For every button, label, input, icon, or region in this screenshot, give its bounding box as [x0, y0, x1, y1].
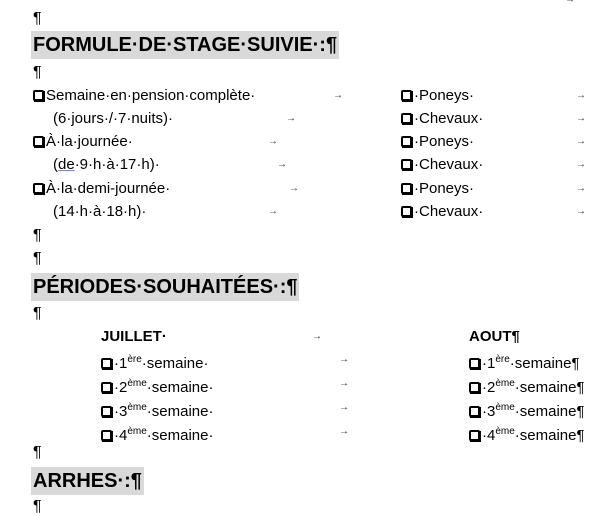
- week-number: ·3: [482, 403, 496, 420]
- option-poneys[interactable]: [401, 179, 474, 199]
- tab-mark: →: [576, 159, 586, 170]
- option-label: ·Poneys·: [414, 133, 475, 150]
- week-ordinal: ème: [127, 378, 147, 389]
- week-ordinal: ème: [495, 402, 515, 413]
- option-detail: (14·h·à·18·h)·: [53, 203, 147, 220]
- week-ordinal: ème: [495, 378, 515, 389]
- option-detail-text: ·9·h·à·17·h)·: [74, 156, 160, 173]
- option-label: Semaine·en·pension·complète·: [46, 87, 256, 104]
- checkbox-icon[interactable]: [101, 430, 112, 441]
- week-ordinal: ère: [127, 354, 142, 365]
- tab-mark: →: [576, 90, 586, 101]
- pilcrow: ¶: [33, 227, 42, 244]
- option-poneys[interactable]: [401, 86, 474, 106]
- tab-mark: →: [333, 90, 343, 101]
- tab-mark: →: [576, 113, 586, 124]
- week-word: ·semaine·: [146, 379, 214, 396]
- pilcrow: ¶: [33, 498, 42, 515]
- option-label: ·Poneys·: [414, 87, 475, 104]
- checkbox-icon[interactable]: [33, 136, 44, 147]
- option-detail: (de·9·h·à·17·h)·: [53, 156, 160, 173]
- week-option-aout[interactable]: [469, 350, 580, 374]
- week-option-juillet[interactable]: [101, 374, 213, 398]
- option-demi-journee[interactable]: [33, 179, 170, 199]
- checkbox-icon[interactable]: [101, 358, 112, 369]
- checkbox-icon[interactable]: [33, 183, 44, 194]
- week-option-juillet[interactable]: [101, 422, 213, 446]
- week-option-aout[interactable]: [469, 374, 585, 398]
- option-chevaux[interactable]: [401, 202, 483, 222]
- checkbox-icon[interactable]: [401, 113, 412, 124]
- checkbox-icon[interactable]: [101, 406, 112, 417]
- tab-mark: →: [576, 206, 586, 217]
- checkbox-icon[interactable]: [401, 159, 412, 170]
- week-number: ·2: [114, 379, 128, 396]
- pilcrow: ¶: [33, 64, 42, 81]
- tab-mark: →: [286, 113, 296, 124]
- week-number: ·4: [114, 427, 128, 444]
- column-title-juillet: JUILLET·: [101, 328, 167, 345]
- week-word: ·semaine·: [146, 427, 214, 444]
- option-label: ·Chevaux·: [414, 203, 484, 220]
- tab-mark: →: [339, 402, 349, 413]
- checkbox-icon[interactable]: [401, 183, 412, 194]
- checkbox-icon[interactable]: [401, 90, 412, 101]
- tab-mark: →: [312, 331, 322, 342]
- tab-mark: →: [277, 159, 287, 170]
- week-number: ·3: [114, 403, 128, 420]
- checkbox-icon[interactable]: [401, 206, 412, 217]
- week-ordinal: ère: [495, 354, 510, 365]
- tab-mark: [565, 0, 575, 5]
- week-number: ·2: [482, 379, 496, 396]
- week-ordinal: ème: [127, 402, 147, 413]
- week-option-juillet[interactable]: [101, 350, 208, 374]
- week-option-aout[interactable]: [469, 422, 585, 446]
- pilcrow: ¶: [33, 444, 42, 461]
- tab-mark: →: [576, 183, 586, 194]
- section-heading-periodes: PÉRIODES·SOUHAITÉES·:¶: [31, 273, 299, 301]
- week-word: ·semaine·: [146, 403, 214, 420]
- option-pension-complete[interactable]: [33, 86, 255, 106]
- checkbox-icon[interactable]: [101, 382, 112, 393]
- option-journee[interactable]: [33, 132, 133, 152]
- week-word: ·semaine¶: [509, 355, 580, 372]
- section-heading-formule: FORMULE·DE·STAGE·SUIVIE·:¶: [31, 31, 339, 59]
- tab-mark: →: [289, 183, 299, 194]
- checkbox-icon[interactable]: [469, 406, 480, 417]
- checkbox-icon[interactable]: [469, 430, 480, 441]
- pilcrow: ¶: [33, 305, 42, 322]
- week-number: ·4: [482, 427, 496, 444]
- option-label: ·Poneys·: [414, 180, 475, 197]
- pilcrow: ¶: [33, 10, 42, 27]
- tab-mark: →: [339, 354, 349, 365]
- week-word: ·semaine¶: [514, 403, 585, 420]
- week-ordinal: ème: [495, 426, 515, 437]
- option-chevaux[interactable]: [401, 155, 483, 175]
- checkbox-icon[interactable]: [469, 382, 480, 393]
- tab-mark: →: [576, 136, 586, 147]
- checkbox-icon[interactable]: [469, 358, 480, 369]
- week-word: ·semaine¶: [514, 427, 585, 444]
- checkbox-icon[interactable]: [33, 90, 44, 101]
- tab-mark: →: [268, 136, 278, 147]
- tab-mark: →: [339, 426, 349, 437]
- option-chevaux[interactable]: [401, 109, 483, 129]
- week-option-aout[interactable]: [469, 398, 585, 422]
- option-label: ·Chevaux·: [414, 110, 484, 127]
- section-heading-arrhes: ARRHES·:¶: [31, 467, 144, 495]
- week-number: ·1: [482, 355, 496, 372]
- pilcrow: ¶: [33, 250, 42, 267]
- option-poneys[interactable]: [401, 132, 474, 152]
- week-number: ·1: [114, 355, 128, 372]
- option-detail: (6·jours·/·7·nuits)·: [53, 110, 174, 127]
- tab-mark: →: [339, 378, 349, 389]
- spellcheck-word: de: [58, 156, 75, 173]
- tab-mark: →: [268, 206, 278, 217]
- week-word: ·semaine¶: [514, 379, 585, 396]
- checkbox-icon[interactable]: [401, 136, 412, 147]
- column-title-aout: AOUT¶: [469, 328, 520, 345]
- week-option-juillet[interactable]: [101, 398, 213, 422]
- option-label: À·la·journée·: [46, 133, 133, 150]
- option-label: ·Chevaux·: [414, 156, 484, 173]
- week-word: ·semaine·: [141, 355, 209, 372]
- option-label: À·la·demi-journée·: [46, 180, 171, 197]
- week-ordinal: ème: [127, 426, 147, 437]
